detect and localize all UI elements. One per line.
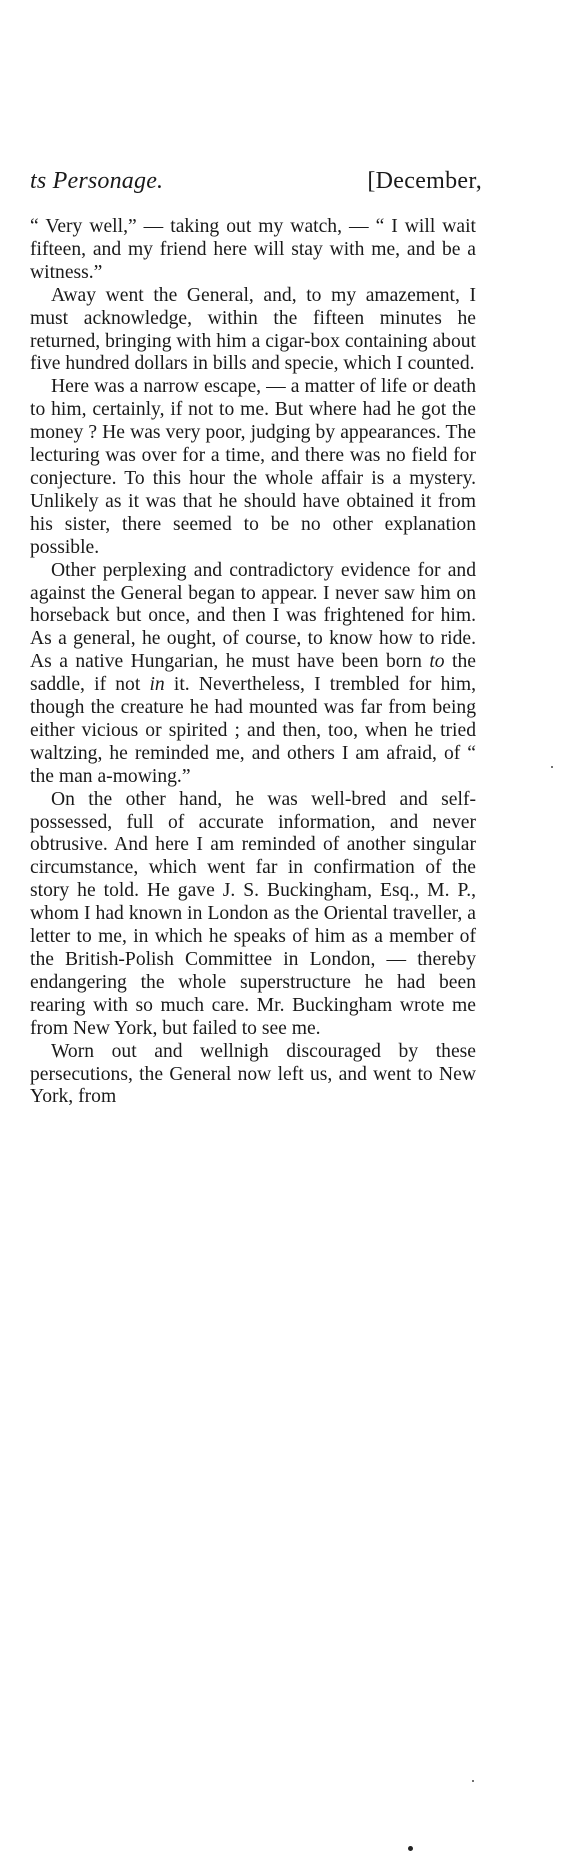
italic-text: to [429,651,445,673]
paragraph-text: On the other hand, he was well-bred and self-possessed, full of accurate information, and never obtrusive. And here I am reminded of another singular circumstance, which went far in confirmation of the story he told. He gave J. S. Buckingham, Esq., M. P., whom I had known in London as the Oriental traveller, a letter to me, in which he speaks of him as a member of the British-Polish Committee in London, — thereby endangering the whole superstructure he had been rearing with so much care. Mr. Buckingham wrote me from New York, but failed to see me. [30,788,476,1039]
print-speck [408,1846,413,1851]
paragraph-text: Worn out and wellnigh discouraged by these persecutions, the General now left us, and went to New York, from [30,1040,476,1108]
body-text [30,216,476,1109]
running-head [30,168,482,208]
paragraph [30,376,476,559]
running-title: ts Personage. [30,168,164,194]
running-date: [December, [367,168,482,194]
paragraph [30,285,476,377]
print-speck [551,766,553,768]
paragraph-text: Other perplexing and contradictory evidence for and against the General began to appear. I never saw him on horseback but once, and then I was frightened for him. As a general, he ought, of course, to know how to ride. As a native Hungarian, he must have been born [30,559,476,673]
paragraph-text: “ Very well,” — taking out my watch, — “ I will wait fifteen, and my friend here will stay with me, and be a witness.” [30,216,476,283]
italic-text: in [149,674,165,696]
paragraph [30,1041,476,1110]
paragraph [30,789,476,1041]
paragraph-text: Away went the General, and, to my amazement, I must acknowledge, within the fifteen minutes he returned, bringing with him a cigar-box containing about five hundred dollars in bills and specie, which I counted. [30,284,476,375]
print-speck [472,1780,474,1782]
paragraph-text: it. Nevertheless, I trembled for him, though the creature he had mounted was far from being either vicious or spirited ; and then, too, when he tried waltzing, he reminded me, and others I am afraid, of “ the man a-mowing.” [30,674,476,787]
paragraph [30,216,476,285]
paragraph [30,560,476,789]
paragraph-text: the saddle, if not [30,651,476,696]
paragraph-text: Here was a narrow escape, — a matter of life or death to him, certainly, if not to me. But where had he got the money ? He was very poor, judging by appearances. The lecturing was over for a time, and there was no field for conjecture. To this hour the whole affair is a mystery. Unlikely as it was that he should have obtained it from his sister, there seemed to be no other explanation possible. [30,376,476,558]
